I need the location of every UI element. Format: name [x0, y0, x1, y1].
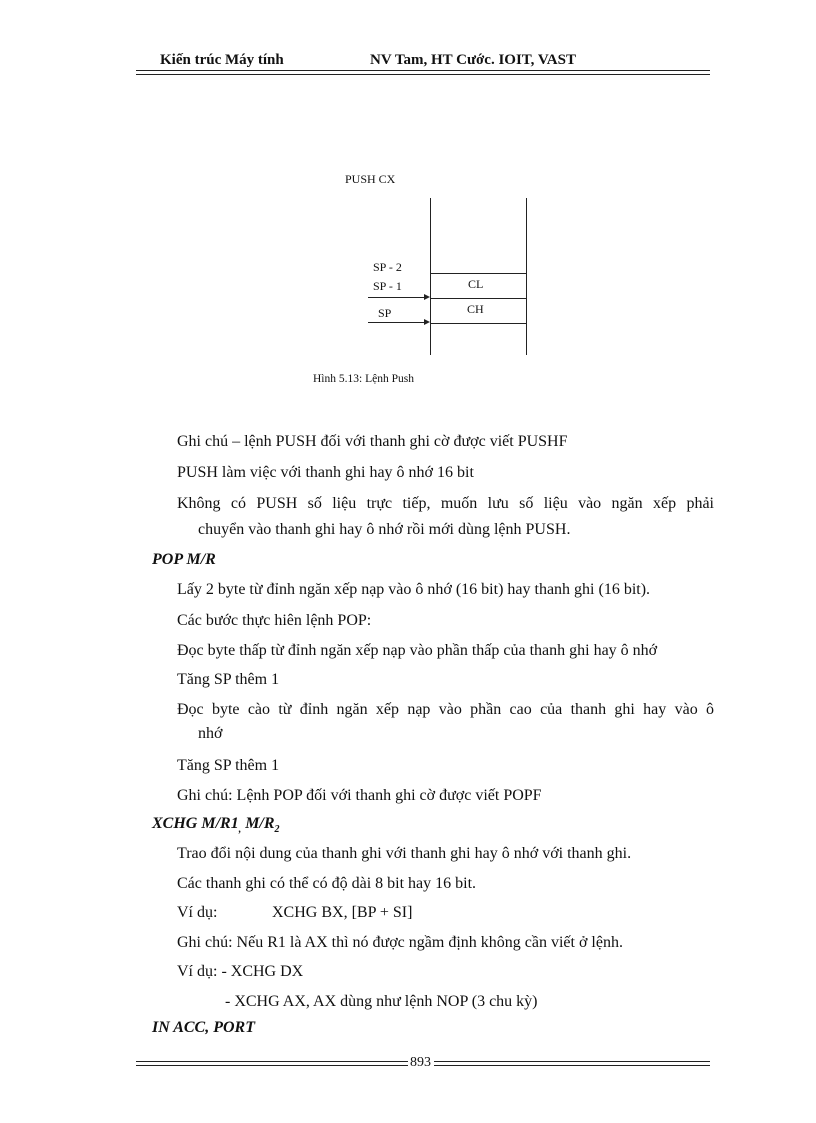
in-heading: IN ACC, PORT — [152, 1019, 255, 1036]
xchg-heading-mid: M/R — [241, 815, 275, 832]
label-sp: SP — [378, 306, 392, 320]
header-authors: NV Tam, HT Cước. IOIT, VAST — [370, 52, 576, 68]
stack-right-edge — [526, 198, 527, 355]
stack-divider — [430, 298, 526, 299]
figure-caption: Hình 5.13: Lệnh Push — [313, 373, 414, 385]
stack-divider — [430, 273, 526, 274]
stack-left-edge — [430, 198, 431, 355]
cell-cl: CL — [468, 277, 484, 291]
pop-line: Ghi chú: Lệnh POP đối với thanh ghi cờ được viết POPF — [177, 787, 542, 804]
footer-rule-left — [136, 1065, 408, 1066]
xchg-heading-main: XCHG M/R1 — [152, 815, 239, 832]
push-note-direct: Không có PUSH số liệu trực tiếp, muốn lưu số liệu vào ngăn xếp phải — [177, 495, 714, 512]
xchg-heading-sub2: 2 — [274, 824, 280, 836]
xchg-example1-label: Ví dụ: — [177, 904, 218, 921]
arrow-sp-1 — [368, 297, 425, 298]
pop-line: nhớ — [198, 725, 223, 742]
header-title: Kiến trúc Máy tính — [160, 52, 284, 68]
xchg-line: Trao đổi nội dung của thanh ghi với thanh ghi hay ô nhớ với thanh ghi. — [177, 845, 632, 862]
xchg-example2-line2: - XCHG AX, AX dùng như lệnh NOP (3 chu kỳ) — [225, 993, 538, 1010]
header-rule-top — [136, 70, 710, 71]
pop-heading: POP M/R — [152, 551, 216, 568]
arrow-sp — [368, 322, 425, 323]
cell-ch: CH — [467, 302, 484, 316]
push-note-flags: Ghi chú – lệnh PUSH đối với thanh ghi cờ được viết PUSHF — [177, 433, 568, 450]
label-sp-1: SP - 1 — [373, 279, 402, 293]
header-rule-bottom — [136, 74, 710, 75]
pop-line: Lấy 2 byte từ đỉnh ngăn xếp nạp vào ô nhớ (16 bit) hay thanh ghi (16 bit). — [177, 581, 651, 598]
push-note-16bit: PUSH làm việc với thanh ghi hay ô nhớ 16 bit — [177, 464, 474, 481]
xchg-heading-sub1: , — [238, 824, 242, 836]
xchg-line: Các thanh ghi có thể có độ dài 8 bit hay 16 bit. — [177, 875, 477, 892]
pop-line: Tăng SP thêm 1 — [177, 757, 280, 774]
xchg-example2: Ví dụ: - XCHG DX — [177, 963, 304, 980]
footer-rule-right — [434, 1065, 710, 1066]
label-sp-2: SP - 2 — [373, 260, 402, 274]
page-number: 893 — [410, 1055, 431, 1070]
pop-line: Đọc byte cào từ đỉnh ngăn xếp nạp vào phần cao của thanh ghi hay vào ô — [177, 701, 714, 718]
figure-instruction: PUSH CX — [345, 172, 396, 186]
pop-line: Các bước thực hiên lệnh POP: — [177, 612, 372, 629]
footer-rule-left — [136, 1061, 408, 1062]
stack-divider — [430, 323, 526, 324]
pop-line: Tăng SP thêm 1 — [177, 671, 280, 688]
xchg-note: Ghi chú: Nếu R1 là AX thì nó được ngầm định không cần viết ở lệnh. — [177, 934, 623, 951]
xchg-example1-code: XCHG BX, [BP + SI] — [272, 904, 413, 921]
pop-line: Đọc byte thấp từ đỉnh ngăn xếp nạp vào phần thấp của thanh ghi hay ô nhớ — [177, 642, 658, 659]
footer-rule-right — [434, 1061, 710, 1062]
xchg-heading — [152, 815, 280, 835]
push-note-direct-cont: chuyển vào thanh ghi hay ô nhớ rồi mới dùng lệnh PUSH. — [198, 521, 571, 538]
